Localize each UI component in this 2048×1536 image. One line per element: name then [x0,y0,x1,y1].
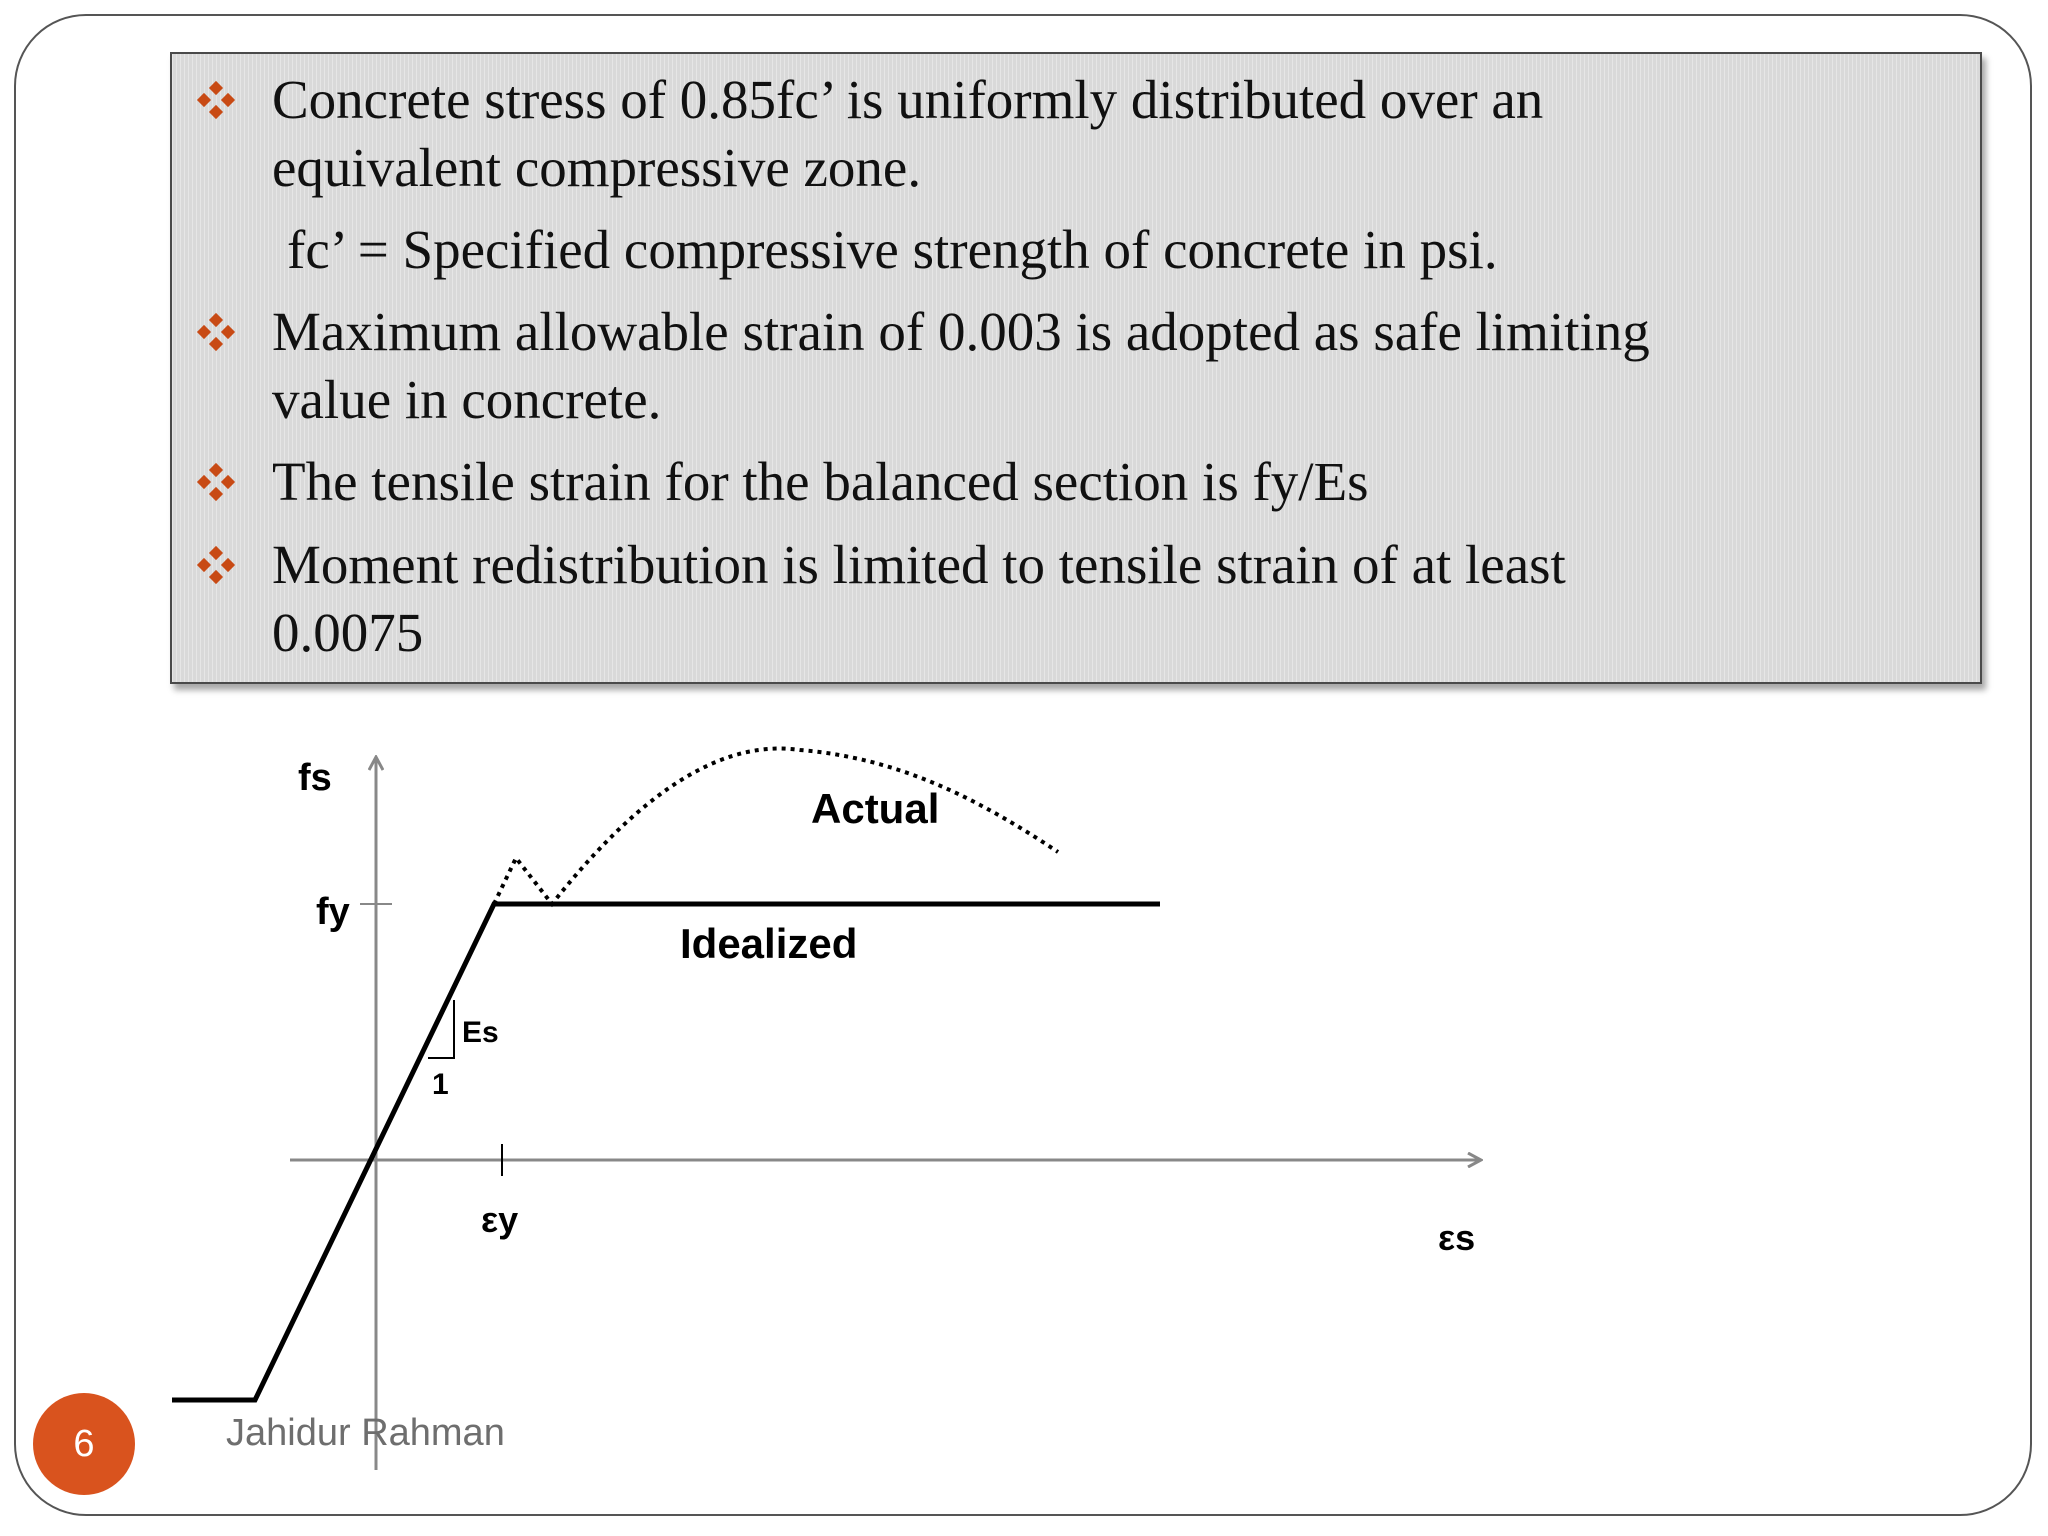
bullet-line: value in concrete. [272,369,662,430]
slope-label: Es [462,1016,499,1049]
author-name: Jahidur Rahman [226,1412,505,1454]
bullet-line: The tensile strain for the balanced section is fy/Es [272,451,1369,512]
y-axis-label: fs [298,757,332,799]
x-axis-label: εs [1438,1217,1476,1258]
page-number-badge: 6 [33,1393,135,1495]
actual-curve-label: Actual [811,785,940,832]
definition-line: fc’ = Specified compressive strength of concrete in psi. [287,219,1498,280]
bullet-line: equivalent compressive zone. [272,137,922,198]
idealized-curve-label: Idealized [680,920,858,967]
idealized-curve [172,904,1160,1400]
bullet-line: Moment redistribution is limited to tensile strain of at least [272,534,1566,595]
yield-strain-label: εy [481,1199,519,1240]
slope-run-label: 1 [432,1068,449,1101]
bullet-line: 0.0075 [272,602,424,663]
actual-curve [494,749,1058,904]
bullet-line: Concrete stress of 0.85fc’ is uniformly distributed over an [272,69,1544,130]
bullet-line: Maximum allowable strain of 0.003 is adopted as safe limiting [272,301,1650,362]
yield-stress-label: fy [316,891,350,933]
